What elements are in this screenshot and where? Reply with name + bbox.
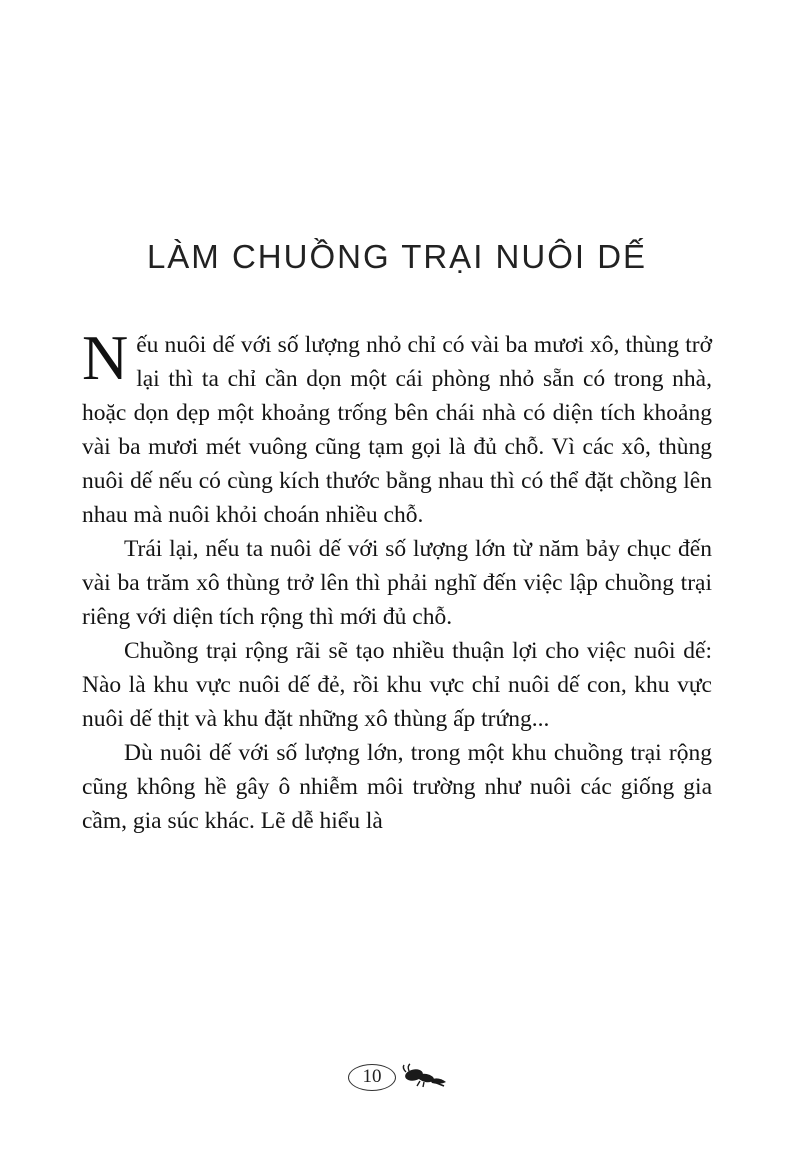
page-number: 10	[348, 1064, 396, 1091]
chapter-title: LÀM CHUỒNG TRẠI NUÔI DẾ	[146, 238, 648, 275]
paragraph-1-text: ếu nuôi dế với số lượng nhỏ chỉ có vài ba mươi xô, thùng trở lại thì ta chỉ cần dọn một cái phòng nhỏ sẵn có trong nhà, hoặc dọn dẹp một khoảng trống bên chái nhà có diện tích khoảng vài ba mươi mét vuông cũng tạm gọi là đủ chỗ. Vì các xô, thùng nuôi dế nếu có cùng kích thước bằng nhau thì có thể đặt chồng lên nhau mà nuôi khỏi choán nhiều chỗ.	[82, 332, 712, 528]
page-footer	[0, 1062, 800, 1093]
drop-cap: N	[82, 322, 129, 393]
page-content	[82, 0, 712, 838]
paragraph-4: Dù nuôi dế với số lượng lớn, trong một khu chuồng trại rộng cũng không hề gây ô nhiễm môi trường như nuôi các giống gia cầm, gia súc khác. Lẽ dễ hiểu là	[82, 740, 712, 834]
body-text	[82, 322, 712, 838]
cricket-ornament-icon	[400, 1062, 452, 1093]
paragraph-1	[82, 322, 712, 532]
paragraph-3: Chuồng trại rộng rãi sẽ tạo nhiều thuận lợi cho việc nuôi dế: Nào là khu vực nuôi dế đẻ, rồi khu vực chỉ nuôi dế con, khu vực nuôi dế thịt và khu đặt những xô thùng ấp trứng...	[82, 638, 712, 732]
paragraph-2: Trái lại, nếu ta nuôi dế với số lượng lớn từ năm bảy chục đến vài ba trăm xô thùng trở lên thì phải nghĩ đến việc lập chuồng trại riêng với diện tích rộng thì mới đủ chỗ.	[82, 536, 712, 630]
